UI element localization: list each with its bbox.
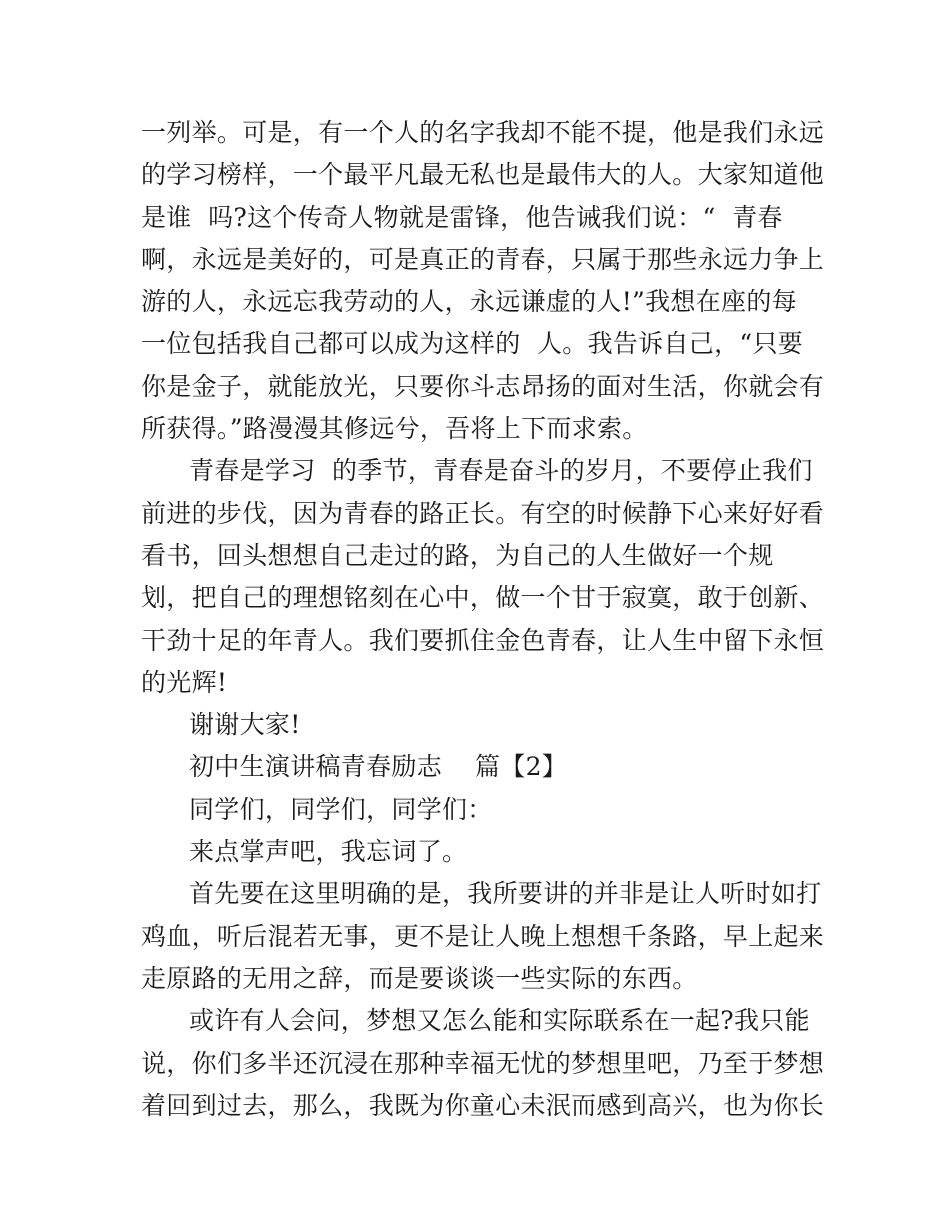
text-line: 是谁 吗?这个传奇人物就是雷锋，他告诫我们说：“ 青春: [141, 202, 783, 232]
text-line: 着回到过去，那么，我既为你童心未泯而感到高兴，也为你长: [141, 1090, 825, 1120]
text-line: 游的人，永远忘我劳动的人，永远谦虚的人!”我想在座的每: [141, 287, 797, 317]
paragraph-start-line: 来点掌声吧，我忘词了。: [189, 837, 468, 867]
section-heading: 初中生演讲稿青春励志 篇【2】: [189, 752, 568, 782]
text-line: 的光辉!: [141, 667, 228, 697]
text-line: 说，你们多半还沉浸在那种幸福无忧的梦想里吧，乃至于梦想: [141, 1048, 825, 1078]
text-line: 你是金子，就能放光，只要你斗志昂扬的面对生活，你就会有: [141, 371, 825, 401]
text-line: 一位包括我自己都可以成为这样的 人。我告诉自己，“只要: [141, 329, 804, 359]
salutation-line: 同学们，同学们，同学们：: [189, 794, 493, 824]
document-body: [141, 112, 825, 1127]
text-line: 前进的步伐，因为青春的路正长。有空的时候静下心来好好看: [141, 498, 825, 528]
text-line: 鸡血，听后混若无事，更不是让人晚上想想千条路，早上起来: [141, 921, 825, 951]
closing-thanks-line: 谢谢大家!: [189, 710, 301, 740]
paragraph-start-line: 或许有人会问，梦想又怎么能和实际联系在一起?我只能: [189, 1006, 810, 1036]
paragraph-start-line: 首先要在这里明确的是，我所要讲的并非是让人听时如打: [189, 879, 822, 909]
text-line: 的学习榜样，一个最平凡最无私也是最伟大的人。大家知道他: [141, 160, 825, 190]
text-line: 看书，回头想想自己走过的路，为自己的人生做好一个规: [141, 540, 774, 570]
text-line: 走原路的无用之辞，而是要谈谈一些实际的东西。: [141, 963, 698, 993]
text-line: 一列举。可是，有一个人的名字我却不能不提，他是我们永远: [141, 118, 825, 147]
text-line: 干劲十足的年青人。我们要抓住金色青春，让人生中留下永恒: [141, 625, 825, 655]
text-line: 啊，永远是美好的，可是真正的青春，只属于那些永远力争上: [141, 244, 825, 274]
text-line: 划，把自己的理想铭刻在心中，做一个甘于寂寞，敢于创新、: [141, 583, 825, 613]
text-line: 所获得。”路漫漫其修远兮，吾将上下而求索。: [141, 414, 648, 444]
paragraph-start-line: 青春是学习 的季节，青春是奋斗的岁月，不要停止我们: [189, 456, 813, 486]
